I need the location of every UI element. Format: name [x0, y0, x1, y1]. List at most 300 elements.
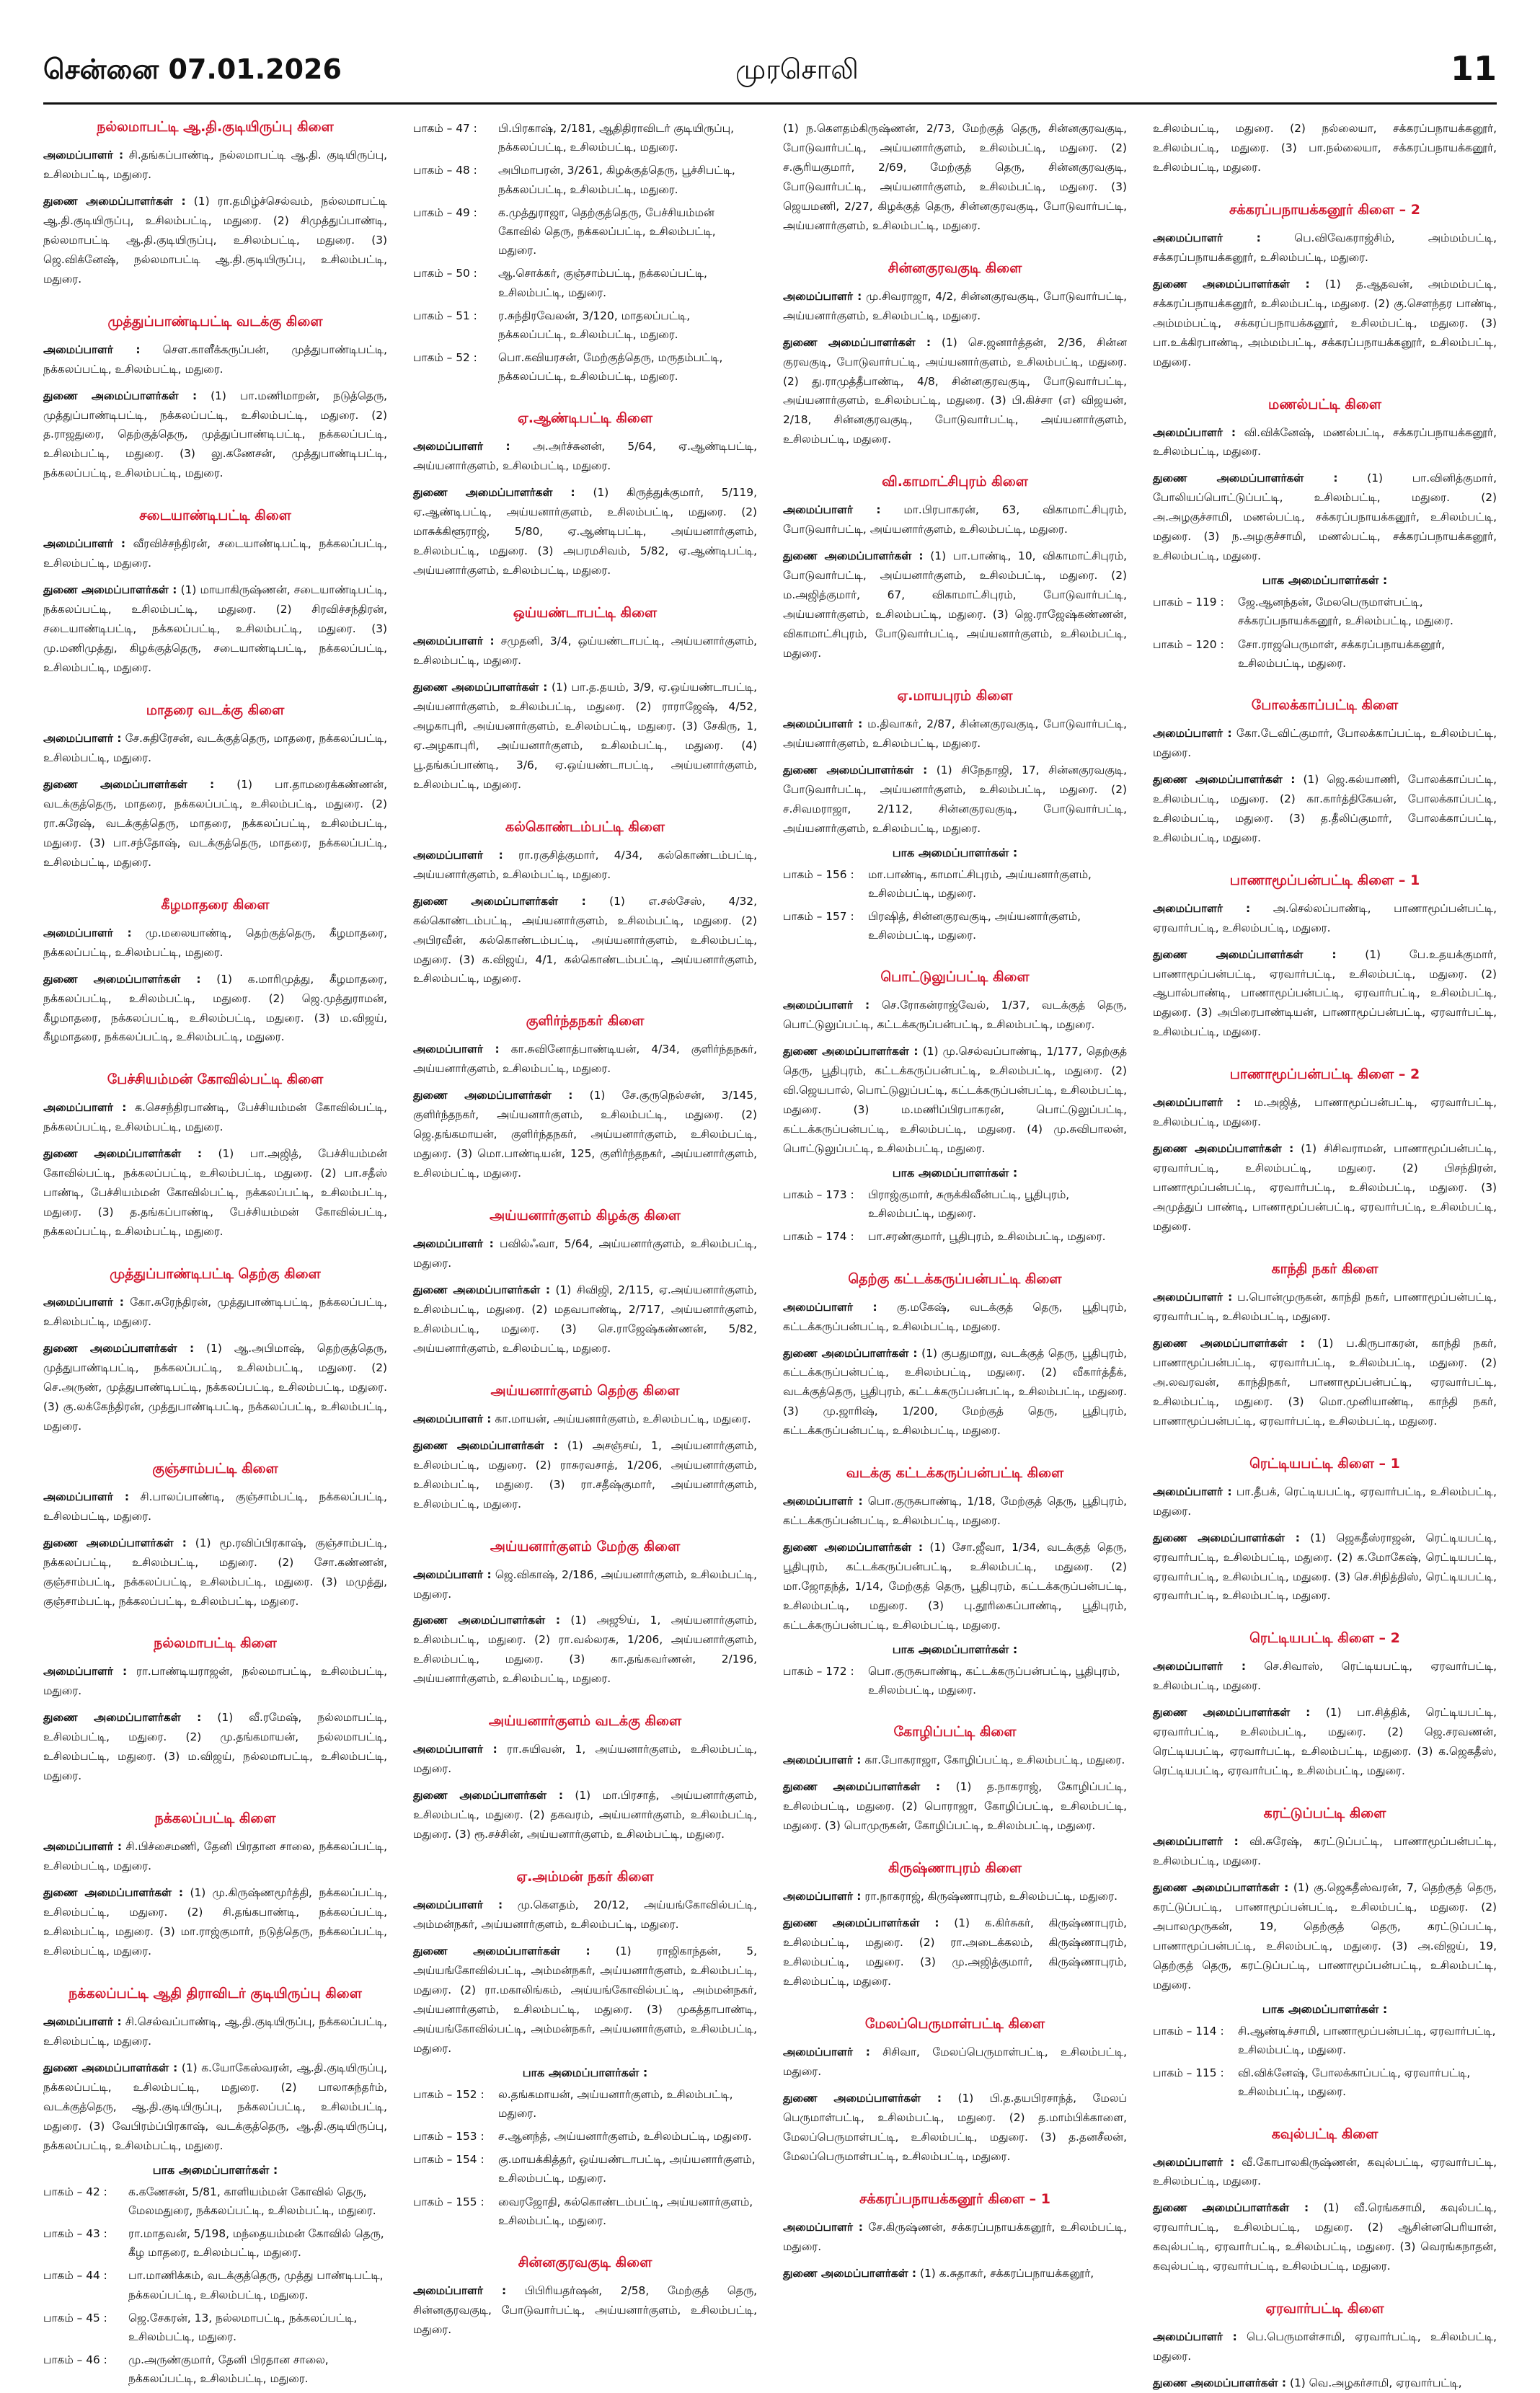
branch-block [1153, 397, 1497, 673]
deputies-label: துணை அமைப்பாளர்கள் : [1153, 1706, 1311, 1720]
branch-block [413, 1383, 757, 1514]
newspaper-name: முரசொலி [735, 53, 859, 85]
secretary-entry [413, 1410, 757, 1429]
deputies-label: துணை அமைப்பாளர்கள் : [43, 1711, 202, 1725]
deputies-label: துணை அமைப்பாளர்கள் : [1153, 472, 1338, 485]
deputies-label: துணை அமைப்பாளர்கள் : [783, 2266, 917, 2280]
booth-number: பாகம் – 115 : [1153, 2066, 1224, 2080]
secretary-name: ரா.ரகுசித்குமார், 4/34, கல்கொண்டம்பட்டி, அய்யனார்குளம், உசிலம்பட்டி, மதுரை. [413, 848, 757, 881]
secretary-name: சி.தங்கப்பாண்டி, நல்லமாபட்டி ஆ.தி. குடியிருப்பு, உசிலம்பட்டி, மதுரை. [43, 149, 387, 181]
secretary-entry [43, 340, 387, 379]
booth-agent: மு.அருண்குமார், தேனி பிரதான சாலை, நக்கலப்பட்டி, உசிலம்பட்டி, மதுரை. [128, 2353, 329, 2386]
secretary-entry [43, 534, 387, 573]
branch-block [1153, 872, 1497, 1043]
deputies-entry [43, 1144, 387, 1242]
deputies-entry [783, 1042, 1127, 1159]
secretary-name: மா.பிரபாகரன், 63, விகாமாட்சிபுரம், போடுவார்பட்டி, அய்யனார்குளம், உசிலம்பட்டி, மதுரை. [783, 503, 1127, 536]
branch-block [413, 1713, 757, 1844]
deputies-entry [783, 1538, 1127, 1635]
branch-heading: சடையாண்டிபட்டி கிளை [139, 508, 291, 524]
secretary-name: ப.பொன்முருகன், காந்தி நகர், பாணாமூப்பன்பட்டி, ஏரவார்பட்டி, உசிலம்பட்டி, மதுரை. [1153, 1291, 1497, 1323]
booth-subheading: பாக அமைப்பாளர்கள் : [892, 845, 1018, 859]
booth-row [43, 2350, 387, 2388]
deputies-entry [783, 1344, 1127, 1441]
branch-heading: பொட்டுலுப்பட்டி கிளை [880, 969, 1030, 986]
secretary-entry [43, 1293, 387, 1332]
deputies-label: துணை அமைப்பாளர்கள் : [1153, 1531, 1300, 1544]
secretary-label: அமைப்பாளர் : [43, 2014, 122, 2028]
deputies-names: (1) சிசிவராமன், பாணாமூப்பன்பட்டி, ஏரவார்பட்டி, உசிலம்பட்டி, மதுரை. (2) பிசந்திரன், பாணாமூப்பன்பட்டி, ஏரவார்பட்டி, உசிலம்பட்டி, மதுரை. (3) அமுத்துப் பாண்டி, பாணாமூப்பன்பட்டி, ஏரவார்பட்டி, உசிலம்பட்டி, மதுரை. [1153, 1142, 1497, 1234]
deputies-label: துணை அமைப்பாளர்கள் : [413, 1089, 573, 1102]
secretary-entry [1153, 423, 1497, 462]
deputies-entry [783, 2089, 1127, 2167]
secretary-label: அமைப்பாளர் : [1153, 726, 1232, 740]
secretary-name: கா.சுவினோத்பாண்டியன், 4/34, குளிர்ந்தநகர், அய்யனார்குளம், உசிலம்பட்டி, மதுரை. [413, 1043, 757, 1076]
secretary-label: அமைப்பாளர் : [1153, 1660, 1246, 1673]
deputies-label: துணை அமைப்பாளர்கள் : [413, 894, 586, 908]
secretary-label: அமைப்பாளர் : [783, 2045, 870, 2058]
secretary-name: ரா.நாகராஜ், கிருஷ்ணாபுரம், உசிலம்பட்டி, மதுரை. [864, 1890, 1118, 1903]
branch-heading: மணல்பட்டி கிளை [1268, 396, 1381, 412]
booth-number: பாகம் – 48 : [413, 164, 477, 177]
secretary-label: அமைப்பாளர் : [413, 1567, 492, 1581]
secretary-label: அமைப்பாளர் : [413, 1898, 503, 1912]
booth-row [43, 2266, 387, 2304]
branch-heading: தெற்கு கட்டக்கருப்பன்பட்டி கிளை [848, 1270, 1062, 1287]
booth-agent: ர.சுந்திரவேலன், 3/120, மாதலப்பட்டி, நக்கலப்பட்டி, உசிலம்பட்டி, மதுரை. [498, 309, 691, 341]
secretary-name: ஜெ.விகாஷ், 2/186, அய்யனார்குளம், உசிலம்பட்டி, மதுரை. [413, 1567, 757, 1601]
secretary-label: அமைப்பாளர் : [783, 999, 870, 1012]
booth-agent: பா.சரண்குமார், பூதிபுரம், உசிலம்பட்டி, மதுரை. [868, 1230, 1106, 1244]
secretary-entry [413, 1040, 757, 1079]
branch-block [783, 969, 1127, 1246]
secretary-name: ரா.சுயிவன், 1, அய்யனார்குளம், உசிலம்பட்டி, மதுரை. [413, 1743, 757, 1776]
deputies-names: (1) சோ.ஜீவா, 1/34, வடக்குத் தெரு, பூதிபுரம், கட்டக்கருப்பன்பட்டி, உசிலம்பட்டி, மதுரை. (2) மா.ஜோதந்த், 1/14, மேற்குத் தெரு, பூதிபுரம், கட்டக்கருப்பன்பட்டி, உசிலம்பட்டி, மதுரை. (3) பு.தூரிகைப்பாண்டி, பூதிபுரம், கட்டக்கருப்பன்பட்டி, உசிலம்பட்டி, மதுரை. [783, 1541, 1127, 1632]
booth-agent: ல.தங்கமாயன், அய்யனார்குளம், உசிலம்பட்டி, மதுரை. [498, 2087, 733, 2120]
branch-block [413, 1869, 757, 2230]
deputies-names: (1) பா.த.தயம், 3/9, ஏ.ஒய்யண்டாபட்டி, அய்யனார்குளம், உசிலம்பட்டி, மதுரை. (2) ராராஜேஷ், 4/52, அழகாபுரி, அய்யனார்குளம், உசிலம்பட்டி, மதுரை. (3) சேகிரு, 1, ஏ.அழகாபுரி, அய்யனார்குளம், உசிலம்பட்டி, மதுரை. (4) பூ.தங்கப்பாண்டி, 3/6, ஏ.ஒய்யண்டாபட்டி, அய்யனார்குளம், உசிலம்பட்டி, மதுரை. [413, 681, 757, 791]
deputies-names: (1) ந.கௌதம்கிருஷ்ணன், 2/73, மேற்குத் தெரு, சின்னகுரவகுடி, போடுவார்பட்டி, அய்யனார்குளம், உசிலம்பட்டி, மதுரை. (2) ச.சூரியகுமார், 2/69, மேற்குத் தெரு, சின்னகுரவகுடி, போடுவார்பட்டி, அய்யனார்குளம், உசிலம்பட்டி, மதுரை. (3) ஜெயமணி, 2/27, கிழக்குத் தெரு, சின்னகுரவகுடி, போடுவார்பட்டி, அய்யனார்குளம், உசிலம்பட்டி, மதுரை. [783, 122, 1127, 232]
branch-block [43, 1266, 387, 1436]
branch-heading: கரட்டுப்பட்டி கிளை [1263, 1805, 1386, 1822]
deputies-names: (1) ரா.தமிழ்ச்செல்வம், நல்லமாபட்டி ஆ.தி.குடியிருப்பு, உசிலம்பட்டி, மதுரை. (2) சிமுத்துப்பாண்டி, நல்லமாபட்டி ஆ.தி.குடியிருப்பு, உசிலம்பட்டி, மதுரை. (3) ஜெ.விக்னேஷ், நல்லமாபட்டி ஆ.தி.குடியிருப்பு, உசிலம்பட்டி, மதுரை. [43, 194, 388, 286]
branch-heading: ஏரவார்பட்டி கிளை [1265, 2301, 1384, 2317]
secretary-name: அ.அர்ச்சுனன், 5/64, ஏ.ஆண்டிபட்டி, அய்யனார்குளம், உசிலம்பட்டி, மதுரை. [413, 440, 757, 473]
branch-block [783, 260, 1127, 450]
secretary-entry [43, 924, 387, 963]
secretary-label: அமைப்பாளர் : [43, 1490, 130, 1503]
deputies-label: துணை அமைப்பாளர்கள் : [783, 1346, 918, 1360]
deputies-label: துணை அமைப்பாளர்கள் : [783, 1541, 924, 1554]
booth-row [413, 119, 757, 156]
secretary-label: அமைப்பாளர் : [1153, 1096, 1242, 1110]
booth-row [783, 1185, 1127, 1223]
secretary-name: பா.தீபக், ரெட்டியபட்டி, ஏரவார்பட்டி, உசிலம்பட்டி, மதுரை. [1153, 1485, 1497, 1518]
branch-block [413, 2255, 757, 2340]
secretary-label: அமைப்பாளர் : [783, 1300, 877, 1314]
deputies-label: துணை அமைப்பாளர்கள் : [43, 389, 198, 402]
deputies-label: துணை அமைப்பாளர்கள் : [783, 1916, 939, 1930]
secretary-entry [1153, 229, 1497, 267]
deputies-entry [43, 970, 387, 1048]
branch-block [413, 119, 757, 386]
deputies-names: (1) பா.அஜித், பேச்சியம்மன் கோவில்பட்டி, நக்கலப்பட்டி, உசிலம்பட்டி, மதுரை. (2) பா.சதீஸ் பாண்டி, பேச்சியம்மன் கோவில்பட்டி, நக்கலப்பட்டி, உசிலம்பட்டி, மதுரை. (3) த.தங்கப்பாண்டி, பேச்சியம்மன் கோவில்பட்டி, நக்கலப்பட்டி, உசிலம்பட்டி, மதுரை. [43, 1147, 387, 1239]
deputies-names: (1) மு.செல்வப்பாண்டி, 1/177, தெற்குத் தெரு, பூதிபுரம், கட்டக்கருப்பன்பட்டி, உசிலம்பட்டி, மதுரை. (2) வி.ஜெயபால், பொட்டுலுப்பட்டி, கட்டக்கருப்பன்பட்டி, உசிலம்பட்டி, மதுரை. (3) ம.மணிப்பிரபாகரன், பொட்டுலுப்பட்டி, கட்டக்கருப்பன்பட்டி, உசிலம்பட்டி, மதுரை. (4) மு.சுவிபாலன், பொட்டுலுப்பட்டி, உசிலம்பட்டி, மதுரை. [783, 1045, 1127, 1156]
booth-row [413, 306, 757, 344]
deputies-entry [43, 386, 387, 484]
deputies-label: துணை அமைப்பாளர்கள் : [1153, 772, 1296, 786]
secretary-label: அமைப்பாளர் : [783, 1890, 862, 1903]
secretary-name: பவில்ஃவா, 5/64, அய்யனார்குளம், உசிலம்பட்டி, மதுரை. [413, 1237, 757, 1270]
branch-block [43, 119, 387, 289]
column-1 [43, 119, 388, 2386]
branch-heading: குளிர்ந்தநகர் கிளை [526, 1013, 645, 1030]
booth-subheading: பாக அமைப்பாளர்கள் : [152, 2162, 278, 2177]
deputies-names: (1) த.ஆதவன், அம்மம்பட்டி, சக்கரப்பநாயக்கனூர், உசிலம்பட்டி, மதுரை. (2) கு.சௌந்தர பாண்டி, அம்மம்பட்டி, சக்கரப்பநாயக்கனூர், உசிலம்பட்டி, மதுரை. (3) பா.உக்கிரபாண்டி, அம்மம்பட்டி, சக்கரப்பநாயக்கனூர், உசிலம்பட்டி, மதுரை. [1153, 277, 1497, 368]
deputies-names: (1) மாயாகிருஷ்ணன், சடையாண்டிபட்டி, நக்கலப்பட்டி, உசிலம்பட்டி, மதுரை. (2) சிரவிச்சந்திரன், சடையாண்டிபட்டி, நக்கலப்பட்டி, உசிலம்பட்டி, மதுரை. (3) மு.மணிமுத்து, கிழக்குத்தெரு, சடையாண்டிபட்டி, நக்கலப்பட்டி, உசிலம்பட்டி, மதுரை. [43, 583, 387, 675]
deputies-names: (1) ஜெகதீஸ்ராஜன், ரெட்டியபட்டி, ஏரவார்பட்டி, உசிலம்பட்டி, மதுரை. (2) க.மோகேஷ், ரெட்டியபட்டி, ஏரவார்பட்டி, உசிலம்பட்டி, மதுரை. (3) செ.சிநித்திஸ், ரெட்டியபட்டி, ஏரவார்பட்டி, உசிலம்பட்டி, மதுரை. [1153, 1531, 1497, 1603]
booth-number: பாகம் – 43 : [43, 2226, 107, 2240]
branch-heading: அய்யனார்குளம் வடக்கு கிளை [488, 1713, 682, 1730]
secretary-name: செ.சிவாஸ், ரெட்டியபட்டி, ஏரவார்பட்டி, உசிலம்பட்டி, மதுரை. [1153, 1660, 1497, 1693]
secretary-entry [1153, 1093, 1497, 1132]
deputies-label: துணை அமைப்பாளர்கள் : [783, 763, 928, 777]
deputies-label: துணை அமைப்பாளர்கள் : [783, 2091, 942, 2105]
branch-heading: முத்துப்பாண்டிபட்டி வடக்கு கிளை [107, 313, 323, 329]
secretary-label: அமைப்பாளர் : [43, 149, 124, 162]
booth-agent: வைரஜோதி, கல்கொண்டம்பட்டி, அய்யனார்குளம், உசிலம்பட்டி, மதுரை. [498, 2195, 753, 2227]
deputies-label: துணை அமைப்பாளர்கள் : [1153, 1336, 1305, 1350]
branch-heading: நக்கலப்பட்டி கிளை [154, 1810, 276, 1827]
branch-block [1153, 697, 1497, 848]
deputies-entry [413, 1942, 757, 2058]
deputies-names: (1) பே.உதயக்குமார், பாணாமூப்பன்பட்டி, ஏரவார்பட்டி, உசிலம்பட்டி, மதுரை. (2) ஆபால்பாண்டி, பாணாமூப்பன்பட்டி, ஏரவார்பட்டி, உசிலம்பட்டி, மதுரை. (3) அபிரைபாண்டியன், பாணாமூப்பன்பட்டி, ஏரவார்பட்டி, உசிலம்பட்டி, மதுரை. [1153, 947, 1497, 1039]
booth-agent: பொ.கவியரசன், மேற்குத்தெரு, மருதம்பட்டி, நக்கலப்பட்டி, உசிலம்பட்டி, மதுரை. [498, 351, 723, 384]
deputies-names: உசிலம்பட்டி, மதுரை. (2) நல்லையா, சக்கரப்பநாயக்கனூர், உசிலம்பட்டி, மதுரை. (3) பா.நல்லையா, சக்கரப்பநாயக்கனூர், உசிலம்பட்டி, மதுரை. [1153, 122, 1497, 174]
booth-number: பாகம் – 119 : [1153, 596, 1224, 609]
secretary-name: மு.கௌதம், 20/12, அய்யங்கோவில்பட்டி, அம்மன்நகர், அய்யனார்குளம், உசிலம்பட்டி, மதுரை. [413, 1898, 757, 1931]
booth-row [1153, 635, 1497, 673]
secretary-name: க.செசந்திரபாண்டி, பேச்சியம்மன் கோவில்பட்டி, நக்கலப்பட்டி, உசிலம்பட்டி, மதுரை. [43, 1101, 387, 1134]
secretary-label: அமைப்பாளர் : [413, 1237, 494, 1251]
booth-agent: சோ.ராஜபெருமாள், சக்கரப்பநாயக்கனூர், உசிலம்பட்டி, மதுரை. [1238, 637, 1446, 670]
booth-number: பாகம் – 120 : [1153, 637, 1224, 651]
branch-block [1153, 119, 1497, 177]
deputies-label: துணை அமைப்பாளர்கள் : [43, 972, 201, 986]
secretary-label: அமைப்பாளர் : [1153, 1291, 1233, 1304]
booth-agent: பொ.குருசுபாண்டி, கட்டக்கருப்பன்பட்டி, பூதிபுரம், உசிலம்பட்டி, மதுரை. [868, 1664, 1120, 1697]
booth-number: பாகம் – 44 : [43, 2269, 107, 2283]
branch-heading: ஏ.அம்மன் நகர் கிளை [516, 1869, 654, 1885]
secretary-label: அமைப்பாளர் : [783, 1753, 862, 1767]
secretary-label: அமைப்பாளர் : [43, 732, 122, 746]
secretary-name: பிபிரியதர்ஷன், 2/58, மேற்குத் தெரு, சின்னகுரவகுடி, போடுவார்பட்டி, அய்யனார்குளம், உசிலம்பட்டி, மதுரை. [413, 2283, 757, 2336]
branch-heading: ஒய்யண்டாபட்டி கிளை [513, 605, 658, 622]
branch-heading: கிருஷ்ணாபுரம் கிளை [888, 1860, 1022, 1877]
branch-block [783, 2191, 1127, 2283]
branch-block [1153, 1261, 1497, 1431]
deputies-entry [413, 892, 757, 989]
secretary-label: அமைப்பாளர் : [43, 537, 126, 551]
secretary-label: அமைப்பாளர் : [413, 1043, 500, 1056]
branch-block [413, 1013, 757, 1183]
booth-subheading: பாக அமைப்பாளர்கள் : [1262, 2001, 1388, 2016]
deputies-names: (1) வெ.அழகர்சாமி, ஏரவார்பட்டி, [1289, 2376, 1462, 2390]
deputies-label: துணை அமைப்பாளர்கள் : [43, 583, 177, 597]
secretary-entry [43, 1837, 387, 1876]
deputies-entry [1153, 2198, 1497, 2276]
deputies-names: (1) சிவிஜி, 2/115, ஏ.அய்யனார்குளம், உசிலம்பட்டி, மதுரை. (2) மதவபாண்டி, 2/717, அய்யனார்குளம், உசிலம்பட்டி, மதுரை. (3) செ.ராஜேஷ்கண்ணன், 5/82, அய்யனார்குளம், உசிலம்பட்டி, மதுரை. [413, 1283, 757, 1355]
branch-block [1153, 1630, 1497, 1781]
booth-agent: ஜே.ஆனந்தன், மேலபெருமாள்பட்டி, சக்கரப்பநாயக்கனூர், உசிலம்பட்டி, மதுரை. [1238, 596, 1453, 628]
secretary-label: அமைப்பாளர் : [43, 1840, 123, 1854]
branch-heading: வி.காமாட்சிபுரம் கிளை [882, 474, 1028, 490]
deputies-names: (1) கு.ஜெகதீஸ்வரன், 7, தெற்குத் தெரு, கரட்டுப்பட்டி, பாணாமூப்பன்பட்டி, உசிலம்பட்டி, மதுரை. (2) அபாலமுருகன், 19, தெற்குத் தெரு, கரட்டுப்பட்டி, பாணாமூப்பன்பட்டி, உசிலம்பட்டி, மதுரை. (3) அ.விஜய், 19, தெற்குத் தெரு, கரட்டுப்பட்டி, பாணாமூப்பன்பட்டி, உசிலம்பட்டி, மதுரை. [1153, 1881, 1497, 1991]
secretary-name: சமுதனி, 3/4, ஒய்யண்டாபட்டி, அய்யனார்குளம், உசிலம்பட்டி, மதுரை. [413, 634, 757, 668]
branch-block [783, 119, 1127, 236]
deputies-label: துணை அமைப்பாளர்கள் : [1153, 2376, 1287, 2390]
branch-heading: ஏ.ஆண்டிபட்டி கிளை [517, 410, 653, 427]
secretary-label: அமைப்பாளர் : [413, 634, 495, 648]
deputies-names: (1) த.நாகராஜ், கோழிப்பட்டி, உசிலம்பட்டி, மதுரை. (2) பொராஜா, கோழிப்பட்டி, உசிலம்பட்டி, மதுரை. (3) பொமுருகன், கோழிப்பட்டி, உசிலம்பட்டி, மதுரை. [783, 1780, 1127, 1833]
secretary-label: அமைப்பாளர் : [413, 440, 510, 454]
branch-heading: அய்யனார்குளம் கிழக்கு கிளை [490, 1208, 681, 1224]
branch-block [413, 1208, 757, 1358]
deputies-entry [1153, 275, 1497, 372]
booth-number: பாகம் – 114 : [1153, 2024, 1224, 2038]
deputies-names: (1) சிநேதாஜி, 17, சின்னகுரவகுடி, போடுவார்பட்டி, அய்யனார்குளம், உசிலம்பட்டி, மதுரை. (2) ச.சிவமராஜா, 2/112, சின்னகுரவகுடி, போடுவார்பட்டி, அய்யனார்குளம், உசிலம்பட்டி, மதுரை. [783, 763, 1127, 835]
deputies-names: (1) செ.ஜனார்த்தன், 2/36, சின்ன குரவகுடி, போடுவார்பட்டி, அய்யனார்குளம், உசிலம்பட்டி, மதுரை. (2) து.ராமுத்தீபாண்டி, 4/8, சின்னகுரவகுடி, போடுவார்பட்டி, அய்யனார்குளம், உசிலம்பட்டி, மதுரை. (3) பி.கிச்சா (எ) விஜயன், 2/18, சின்னகுரவகுடி, போடுவார்பட்டி, அய்யனார்குளம், உசிலம்பட்டி, மதுரை. [783, 335, 1127, 446]
booth-number: பாகம் – 47 : [413, 122, 477, 135]
deputies-entry [43, 580, 387, 678]
booth-subheading: பாக அமைப்பாளர்கள் : [892, 1642, 1018, 1656]
deputies-label: துணை அமைப்பாளர்கள் : [413, 1614, 561, 1627]
deputies-names: (1) மூ.ரவிப்பிரகாஷ், குஞ்சாம்பட்டி, நக்கலப்பட்டி, உசிலம்பட்டி, மதுரை. (2) சோ.கண்ணன், குஞ்சாம்பட்டி, நக்கலப்பட்டி, உசிலம்பட்டி, மதுரை. (3) மமுத்து, குஞ்சாம்பட்டி, நக்கலப்பட்டி, உசிலம்பட்டி, மதுரை. [43, 1536, 387, 1608]
branch-block [783, 1724, 1127, 1836]
booth-number: பாகம் – 51 : [413, 309, 477, 322]
secretary-name: மு.மலையாண்டி, தெற்குத்தெரு, கீழமாதரை, நக்கலப்பட்டி, உசிலம்பட்டி, மதுரை. [43, 926, 387, 959]
secretary-entry [43, 1487, 387, 1526]
booth-subheading: பாக அமைப்பாளர்கள் : [1262, 573, 1388, 588]
branch-block [413, 819, 757, 989]
booth-row [413, 2127, 757, 2146]
branch-block [1153, 202, 1497, 372]
deputies-entry [413, 1280, 757, 1358]
secretary-entry [413, 2281, 757, 2340]
deputies-names: (1) ப.கிருபாகரன், காந்தி நகர், பாணாமூப்பன்பட்டி, ஏரவார்பட்டி, உசிலம்பட்டி, மதுரை. (2) அ.லவரவன், காந்திநகர், பாணாமூப்பன்பட்டி, ஏரவார்பட்டி, உசிலம்பட்டி, மதுரை. (3) மொ.முனியாண்டி, காந்தி நகர், பாணாமூப்பன்பட்டி, ஏரவார்பட்டி, உசிலம்பட்டி, மதுரை. [1153, 1336, 1497, 1428]
deputies-entry [1153, 1703, 1497, 1781]
deputies-names: (1) ஆ.அபிமாஷ், தெற்குத்தெரு, முத்துபாண்டிபட்டி, நக்கலப்பட்டி, உசிலம்பட்டி, மதுரை. (2) செ.அருண், முத்துபாண்டிபட்டி, நக்கலப்பட்டி, உசிலம்பட்டி, மதுரை. (3) கு.லக்கேந்திரன், முத்துபாண்டிபட்டி, நக்கலப்பட்டி, உசிலம்பட்டி, மதுரை. [43, 1341, 387, 1433]
booth-row [413, 2085, 757, 2123]
deputies-entry [1153, 2374, 1497, 2393]
deputies-entry [1153, 469, 1497, 566]
article-columns [43, 119, 1497, 2390]
deputies-entry [783, 2264, 1127, 2283]
booth-number: பாகம் – 156 : [783, 867, 854, 881]
branch-block [43, 1810, 387, 1961]
branch-heading: முத்துப்பாண்டிபட்டி தெற்கு கிளை [110, 1266, 321, 1283]
deputies-names: (1) க.யோகேஸ்வரன், ஆ.தி.குடியிருப்பு, நக்கலப்பட்டி, உசிலம்பட்டி, மதுரை. (2) பாலாசுந்தர்ம், வடக்குத்தெரு, ஆ.தி.குடியிருப்பு, நக்கலப்பட்டி, உசிலம்பட்டி, மதுரை. (3) வேபிரம்ப்பிரகாஷ், வடக்குத்தெரு, ஆ.தி.குடியிருப்பு, நக்கலப்பட்டி, உசிலம்பட்டி, மதுரை. [43, 2061, 388, 2152]
booth-number: பாகம் – 42 : [43, 2185, 107, 2198]
booth-number: பாகம் – 155 : [413, 2195, 484, 2208]
deputies-names: (1) குபதுமாறு, வடக்குத் தெரு, பூதிபுரம், கட்டக்கருப்பன்பட்டி, உசிலம்பட்டி, மதுரை. (2) வீகார்த்தீக், வடக்குத்தெரு, பூதிபுரம், கட்டக்கருப்பன்பட்டி, உசிலம்பட்டி, மதுரை. (3) மு.ஜாரிஷ், 1/200, மேற்குத் தெரு, பூதிபுரம், கட்டக்கருப்பன்பட்டி, உசிலம்பட்டி, மதுரை. [783, 1346, 1127, 1438]
booth-number: பாகம் – 154 : [413, 2153, 484, 2167]
booth-agent: பிரஷித், சின்னகுரவகுடி, அய்யனார்குளம், உசிலம்பட்டி, மதுரை. [868, 910, 1081, 942]
edition-date: சென்னை 07.01.2026 [43, 53, 342, 85]
deputies-label: துணை அமைப்பாளர்கள் : [43, 1147, 203, 1161]
deputies-entry [413, 1786, 757, 1844]
secretary-label: அமைப்பாளர் : [783, 717, 863, 730]
branch-heading: வடக்கு கட்டக்கருப்பன்பட்டி கிளை [846, 1465, 1064, 1482]
booth-row [43, 2224, 387, 2262]
branch-heading: பாணாமூப்பன்பட்டி கிளை – 2 [1229, 1066, 1420, 1083]
branch-block [43, 702, 387, 872]
secretary-entry [783, 1751, 1127, 1770]
secretary-label: அமைப்பாளர் : [783, 2220, 863, 2234]
deputies-label: துணை அமைப்பாளர்கள் : [43, 1886, 184, 1900]
deputies-entry [783, 119, 1127, 236]
secretary-label: அமைப்பாளர் : [413, 1412, 492, 1425]
branch-heading: அய்யனார்குளம் மேற்கு கிளை [490, 1538, 681, 1554]
deputies-label: துணை அமைப்பாளர்கள் : [413, 486, 575, 500]
deputies-label: துணை அமைப்பாளர்கள் : [1153, 947, 1337, 961]
secretary-entry [1153, 2327, 1497, 2366]
branch-block [783, 1860, 1127, 1991]
branch-block [413, 605, 757, 795]
booth-row [1153, 2022, 1497, 2059]
deputies-label: துணை அமைப்பாளர்கள் : [43, 1341, 195, 1355]
secretary-entry [43, 2012, 387, 2051]
secretary-name: கா.மாயன், அய்யனார்குளம், உசிலம்பட்டி, மதுரை. [495, 1412, 751, 1425]
branch-block [783, 688, 1127, 945]
branch-block [783, 2016, 1127, 2167]
branch-heading: கல்கொண்டம்பட்டி கிளை [505, 818, 665, 835]
branch-block [783, 474, 1127, 663]
booth-number: பாகம் – 153 : [413, 2130, 484, 2144]
deputies-entry [1153, 770, 1497, 848]
booth-row [1153, 593, 1497, 630]
secretary-label: அமைப்பாளர் : [783, 1495, 863, 1508]
branch-heading: மேலப்பெருமாள்பட்டி கிளை [864, 2015, 1045, 2032]
deputies-names: (1) க.கிர்சுகர், கிருஷ்ணாபுரம், உசிலம்பட்டி, மதுரை. (2) ரா.அடைக்கலம், கிருஷ்ணாபுரம், உசிலம்பட்டி, மதுரை. (3) மு.அஜித்குமார், கிருஷ்ணாபுரம், உசிலம்பட்டி, மதுரை. [783, 1916, 1127, 1988]
secretary-entry [1153, 1657, 1497, 1696]
secretary-entry [413, 1565, 757, 1604]
branch-heading: சக்கரப்பநாயக்கனூர் கிளை – 1 [859, 2190, 1050, 2207]
booth-row [783, 865, 1127, 903]
booth-number: பாகம் – 172 : [783, 1664, 854, 1678]
booth-number: பாகம் – 52 : [413, 351, 477, 365]
secretary-entry [783, 287, 1127, 326]
deputies-names: (1) பா.பாண்டி, 10, விகாமாட்சிபுரம், போடுவார்பட்டி, அய்யனார்குளம், உசிலம்பட்டி, மதுரை. (2) ம.அஜித்குமார், 67, விகாமாட்சிபுரம், போடுவார்பட்டி, அய்யனார்குளம், உசிலம்பட்டி, மதுரை. (3) ஜெ.ராஜேஷ்கண்ணன், விகாமாட்சிபுரம், போடுவார்பட்டி, அய்யனார்குளம், உசிலம்பட்டி, மதுரை. [783, 549, 1127, 660]
booth-number: பாகம் – 174 : [783, 1230, 854, 1244]
secretary-entry [783, 2043, 1127, 2082]
secretary-entry [43, 1098, 387, 1137]
deputies-entry [1153, 945, 1497, 1043]
secretary-name: ம.அஜித், பாணாமூப்பன்பட்டி, ஏரவார்பட்டி, உசிலம்பட்டி, மதுரை. [1153, 1096, 1497, 1129]
deputies-names: (1) பா.சித்திக், ரெட்டியபட்டி, ஏரவார்பட்டி, உசிலம்பட்டி, மதுரை. (2) ஜெ.சரவணன், ரெட்டியபட்டி, ஏரவார்பட்டி, உசிலம்பட்டி, மதுரை. (3) க.ஜெகதீஸ், ரெட்டியபட்டி, ஏரவார்பட்டி, உசிலம்பட்டி, மதுரை. [1153, 1706, 1497, 1778]
booth-subheading: பாக அமைப்பாளர்கள் : [892, 1166, 1018, 1180]
secretary-name: மு.சிவராஜா, 4/2, சின்னகுரவகுடி, போடுவார்பட்டி, அய்யனார்குளம், உசிலம்பட்டி, மதுரை. [783, 289, 1127, 322]
branch-heading: பாணாமூப்பன்பட்டி கிளை – 1 [1229, 872, 1420, 888]
deputies-label: துணை அமைப்பாளர்கள் : [1153, 2201, 1309, 2215]
deputies-entry [43, 1708, 387, 1786]
secretary-label: அமைப்பாளர் : [43, 342, 141, 356]
deputies-names: (1) பா.மணிமாறன், நடுத்தெரு, முத்துப்பாண்டிபட்டி, நக்கலப்பட்டி, உசிலம்பட்டி, மதுரை. (2) த.ராஜதுரை, தெற்குத்தெரு, முத்துப்பாண்டிபட்டி, நக்கலப்பட்டி, உசிலம்பட்டி, மதுரை. (3) லு.கணேசன், முத்துபாண்டிபட்டி, நக்கலப்பட்டி, உசிலம்பட்டி, மதுரை. [43, 389, 387, 480]
deputies-entry [413, 678, 757, 795]
secretary-entry [413, 1896, 757, 1934]
deputies-label: துணை அமைப்பாளர்கள் : [1153, 277, 1310, 291]
deputies-label: துணை அமைப்பாளர்கள் : [43, 1536, 187, 1549]
secretary-entry [783, 996, 1127, 1035]
secretary-name: கோ.டேவிட்குமார், போலக்காப்பட்டி, உசிலம்பட்டி, மதுரை. [1153, 726, 1497, 759]
booth-agent: அபிமாபரன், 3/261, கிழக்குத்தெரு, பூச்சிபட்டி, நக்கலப்பட்டி, உசிலம்பட்டி, மதுரை. [498, 164, 735, 196]
secretary-entry [413, 1740, 757, 1779]
branch-block [43, 508, 387, 678]
secretary-label: அமைப்பாளர் : [783, 289, 862, 303]
branch-block [43, 1071, 387, 1242]
secretary-entry [1153, 1482, 1497, 1521]
branch-heading: கவுல்பட்டி கிளை [1271, 2126, 1379, 2142]
booth-agent: பி.பிரகாஷ், 2/181, ஆதிதிராவிடர் குடியிருப்பு, நக்கலப்பட்டி, உசிலம்பட்டி, மதுரை. [498, 122, 735, 154]
branch-block [43, 314, 387, 484]
deputies-names: (1) மு.கிருஷ்ணமூர்த்தி, நக்கலப்பட்டி, உசிலம்பட்டி, மதுரை. (2) சி.தங்கபாண்டி, நக்கலப்பட்டி, உசிலம்பட்டி, மதுரை. (3) மா.ராஜ்குமார், நடுத்தெரு, நக்கலப்பட்டி, உசிலம்பட்டி, மதுரை. [43, 1886, 387, 1958]
secretary-entry [413, 437, 757, 476]
deputies-label: துணை அமைப்பாளர்கள் : [783, 335, 931, 349]
secretary-entry [43, 146, 387, 185]
deputies-label: துணை அமைப்பாளர்கள் : [783, 549, 924, 563]
secretary-name: பெ.விவேகராஜ்சிம், அம்மம்பட்டி, சக்கரப்பநாயக்கனூர், உசிலம்பட்டி, மதுரை. [1153, 231, 1497, 264]
branch-block [413, 410, 757, 580]
booth-row [413, 264, 757, 301]
column-2 [413, 119, 757, 2354]
deputies-entry [413, 483, 757, 580]
deputies-label: துணை அமைப்பாளர்கள் : [413, 1944, 590, 1958]
secretary-entry [413, 632, 757, 671]
secretary-label: அமைப்பாளர் : [43, 926, 132, 939]
secretary-label: அமைப்பாளர் : [1153, 1485, 1232, 1498]
branch-block [1153, 1066, 1497, 1237]
branch-heading: சின்னகுரவகுடி கிளை [888, 260, 1022, 276]
deputies-names: (1) பி.த.தயபிரசாந்த், மேலப் பெருமாள்பட்டி, உசிலம்பட்டி, மதுரை. (2) த.மாம்பிக்காளை, மேலப்பெருமாள்பட்டி, உசிலம்பட்டி, மதுரை. (3) த.தனசீலன், மேலப்பெருமாள்பட்டி, உசிலம்பட்டி, மதுரை. [783, 2091, 1127, 2163]
secretary-label: அமைப்பாளர் : [1153, 901, 1251, 915]
deputies-label: துணை அமைப்பாளர்கள் : [413, 681, 548, 694]
booth-row [413, 2193, 757, 2230]
branch-heading: குஞ்சாம்பட்டி கிளை [152, 1460, 278, 1477]
deputies-names: (1) க.சுதாகர், சக்கரப்பநாயக்கனூர், [919, 2266, 1094, 2280]
secretary-name: பெ.பெருமாள்சாமி, ஏரவார்பட்டி, உசிலம்பட்டி, மதுரை. [1153, 2330, 1497, 2363]
deputies-label: துணை அமைப்பாளர்கள் : [413, 1789, 563, 1803]
booth-number: பாகம் – 173 : [783, 1188, 854, 1202]
secretary-entry [1153, 2153, 1497, 2192]
booth-number: பாகம் – 50 : [413, 267, 477, 280]
deputies-entry [1153, 119, 1497, 177]
secretary-name: சி.பாலப்பாண்டி, குஞ்சாம்பட்டி, நக்கலப்பட்டி, உசிலம்பட்டி, மதுரை. [43, 1490, 387, 1523]
booth-row [1153, 2064, 1497, 2101]
secretary-entry [783, 1887, 1127, 1906]
booth-row [783, 1662, 1127, 1699]
booth-row [43, 2309, 387, 2346]
deputies-entry [1153, 1529, 1497, 1606]
secretary-label: அமைப்பாளர் : [1153, 2330, 1237, 2344]
secretary-name: அ.செல்லப்பாண்டி, பாணாமூப்பன்பட்டி, ஏரவார்பட்டி, உசிலம்பட்டி, மதுரை. [1153, 901, 1497, 934]
booth-row [413, 203, 757, 260]
branch-heading: கோழிப்பட்டி கிளை [893, 1724, 1017, 1740]
deputies-label: துணை அமைப்பாளர்கள் : [1153, 1881, 1289, 1895]
deputies-names: (1) கிருத்துக்குமார், 5/119, ஏ.ஆண்டிபட்டி, அய்யனார்குளம், உசிலம்பட்டி, மதுரை. (2) மாசுக்கிளூராஜ், 5/80, ஏ.ஆண்டிபட்டி, அய்யனார்குளம், உசிலம்பட்டி, மதுரை. (3) அபரமசிவம், 5/82, ஏ.ஆண்டிபட்டி, அய்யனார்குளம், உசிலம்பட்டி, மதுரை. [413, 486, 757, 578]
secretary-entry [43, 729, 387, 768]
deputies-names: (1) வீ.ரமேஷ், நல்லமாபட்டி, உசிலம்பட்டி, மதுரை. (2) மு.தங்கமாயன், நல்லமாபட்டி, உசிலம்பட்டி, மதுரை. (3) ம.விஜய், நல்லமாபட்டி, உசிலம்பட்டி, மதுரை. [43, 1711, 387, 1783]
branch-heading: நல்லமாபட்டி கிளை [154, 1635, 277, 1652]
